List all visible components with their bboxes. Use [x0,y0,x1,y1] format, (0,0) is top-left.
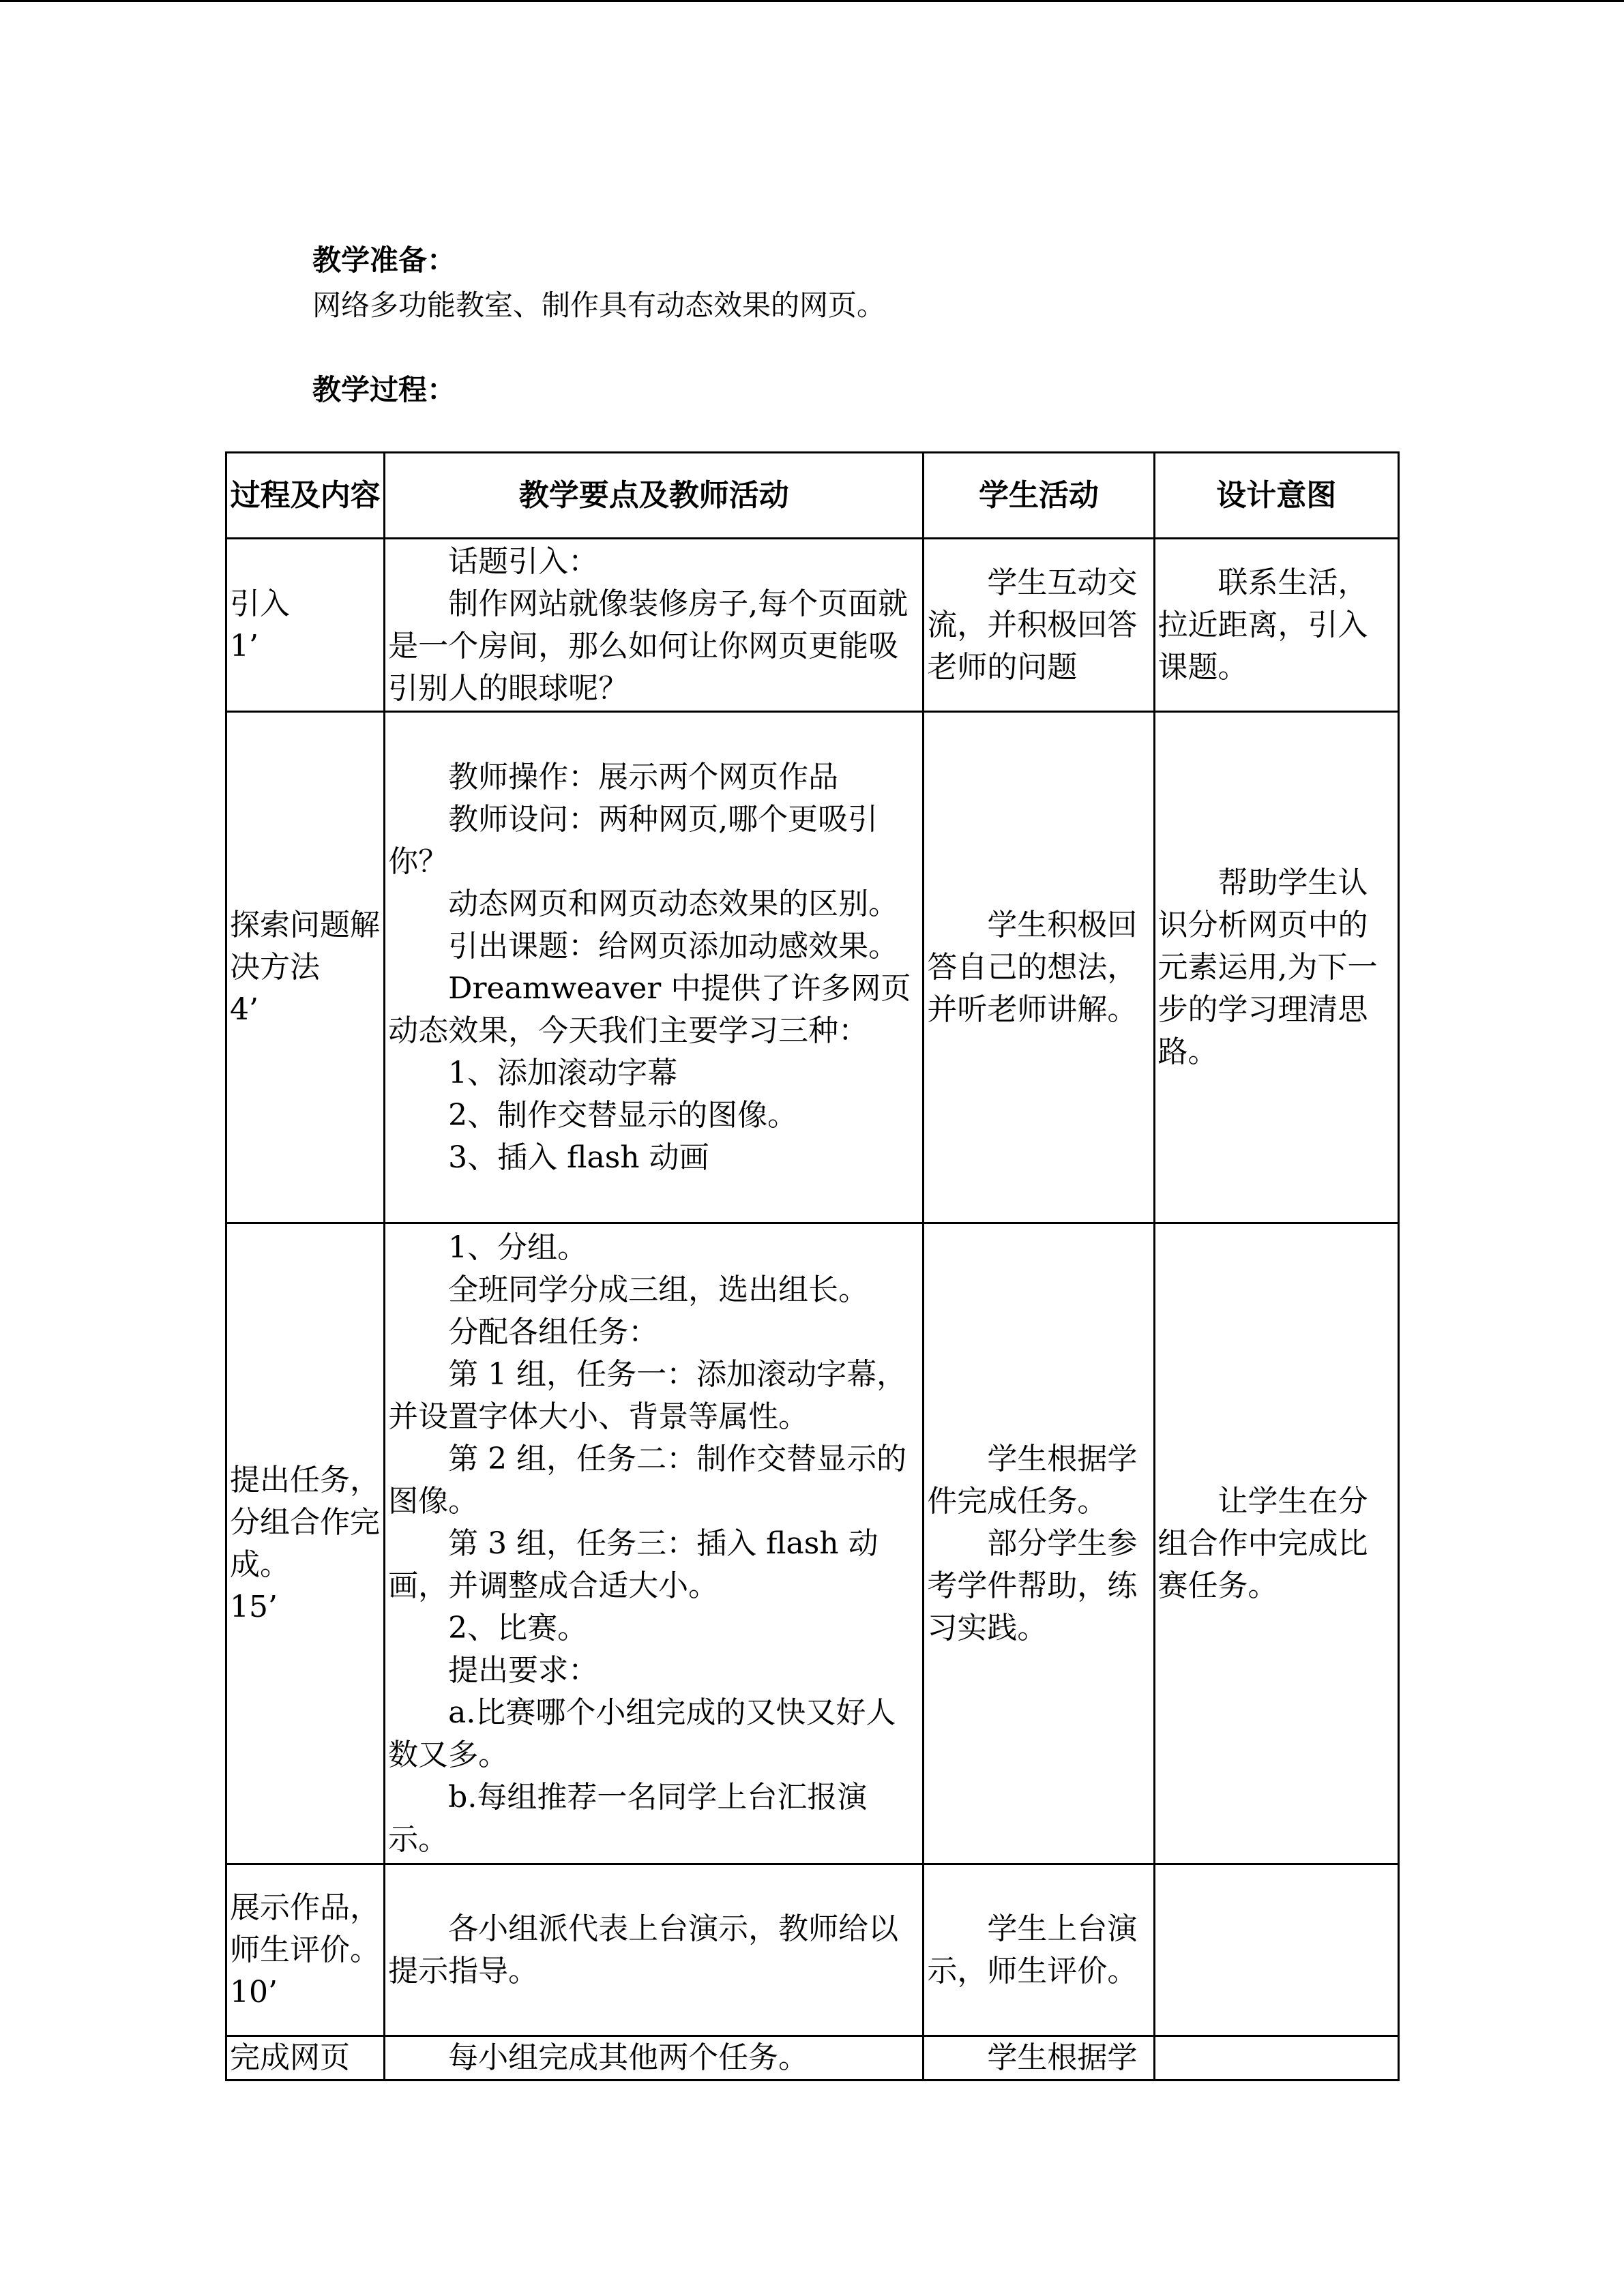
teacher-line: 2、比赛。 [448,1610,588,1645]
top-border-line [0,0,1624,2]
student-cell [924,2036,1154,2081]
intent-cell-empty [1154,2036,1398,2081]
header-intent: 设计意图 [1154,453,1398,539]
student-line: 学生互动交流，并积极回答老师的问题 [927,565,1138,685]
teacher-line: 每小组完成其他两个任务。 [448,2040,809,2075]
student-line: 学生根据学 [987,2040,1138,2075]
student-cell [924,1223,1154,1864]
stage-text: 展示作品，师生评价。 [230,1890,380,1967]
teacher-line: 分配各组任务： [448,1314,659,1350]
header-student: 学生活动 [924,453,1154,539]
teacher-line: 第 3 组，任务三：插入 flash 动画，并调整成合适大小。 [388,1525,879,1603]
teacher-line: b.每组推荐一名同学上台汇报演示。 [388,1779,868,1857]
teacher-line: 教师设问：两种网页,哪个更吸引你？ [388,801,879,879]
teacher-line: 1、添加滚动字幕 [448,1055,678,1090]
intent-cell [1154,712,1398,1223]
teacher-line: a.比赛哪个小组完成的又快又好人数又多。 [388,1695,896,1772]
teacher-line: 提出要求： [448,1652,599,1688]
teacher-cell [385,539,924,712]
teacher-line: 话题引入： [448,543,599,579]
teacher-line: 全班同学分成三组，选出组长。 [448,1272,869,1307]
table-row [226,712,1399,1223]
table-header-row [226,453,1399,539]
stage-text: 引入 [230,586,290,621]
student-line: 学生根据学件完成任务。 [927,1441,1138,1519]
teacher-line: Dreamweaver 中提供了许多网页动态效果，今天我们主要学习三种： [388,970,911,1048]
student-line: 学生积极回答自己的想法，并听老师讲解。 [927,907,1138,1027]
stage-time: 4’ [230,992,259,1027]
intent-cell [1154,1223,1398,1864]
process-heading: 教学过程： [312,373,456,406]
teacher-cell [385,2036,924,2081]
prep-text: 网络多功能教室、制作具有动态效果的网页。 [312,288,886,322]
teacher-line: 动态网页和网页动态效果的区别。 [448,886,899,921]
student-cell [924,539,1154,712]
teacher-cell [385,1864,924,2036]
table-row [226,1864,1399,2036]
student-cell [924,1864,1154,2036]
teacher-line: 各小组派代表上台演示，教师给以提示指导。 [388,1911,899,1988]
teacher-line: 制作网站就像装修房子,每个页面就是一个房间，那么如何让你网页更能吸引别人的眼球呢？ [388,586,909,706]
stage-cell [226,2036,385,2081]
teacher-line: 1、分组。 [448,1229,588,1265]
prep-heading: 教学准备： [312,243,456,277]
intent-cell [1154,539,1398,712]
stage-cell [226,1223,385,1864]
teacher-line: 第 1 组，任务一：添加滚动字幕，并设置字体大小、背景等属性。 [388,1356,907,1434]
teacher-line: 3、插入 flash 动画 [448,1139,709,1175]
stage-text: 完成网页 [230,2040,350,2075]
table-row [226,539,1399,712]
stage-cell [226,539,385,712]
teacher-line: 2、制作交替显示的图像。 [448,1097,798,1133]
header-teacher: 教学要点及教师活动 [385,453,924,539]
table-row [226,2036,1399,2081]
stage-cell [226,712,385,1223]
teacher-line: 第 2 组，任务二：制作交替显示的图像。 [388,1441,907,1519]
teacher-line: 教师操作：展示两个网页作品 [448,759,839,794]
stage-time: 15’ [230,1589,278,1624]
teacher-cell [385,712,924,1223]
intent-line: 帮助学生认识分析网页中的元素运用,为下一步的学习理清思路。 [1157,865,1378,1069]
teacher-cell [385,1223,924,1864]
table-row [226,1223,1399,1864]
intent-line: 联系生活，拉近距离，引入课题。 [1157,565,1368,685]
teacher-line: 引出课题：给网页添加动感效果。 [448,928,899,964]
stage-text: 探索问题解决方法 [230,907,380,985]
header-stage: 过程及内容 [226,453,385,539]
student-line: 部分学生参考学件帮助，练习实践。 [927,1525,1138,1645]
intent-line: 让学生在分组合作中完成比赛任务。 [1157,1483,1368,1603]
lesson-table [225,451,1400,2081]
stage-cell [226,1864,385,2036]
stage-time: 1’ [230,628,259,664]
intent-cell-empty [1154,1864,1398,2036]
student-line: 学生上台演示，师生评价。 [927,1911,1138,1988]
stage-text: 提出任务，分组合作完成。 [230,1462,380,1582]
student-cell [924,712,1154,1223]
stage-time: 10’ [230,1974,278,2010]
